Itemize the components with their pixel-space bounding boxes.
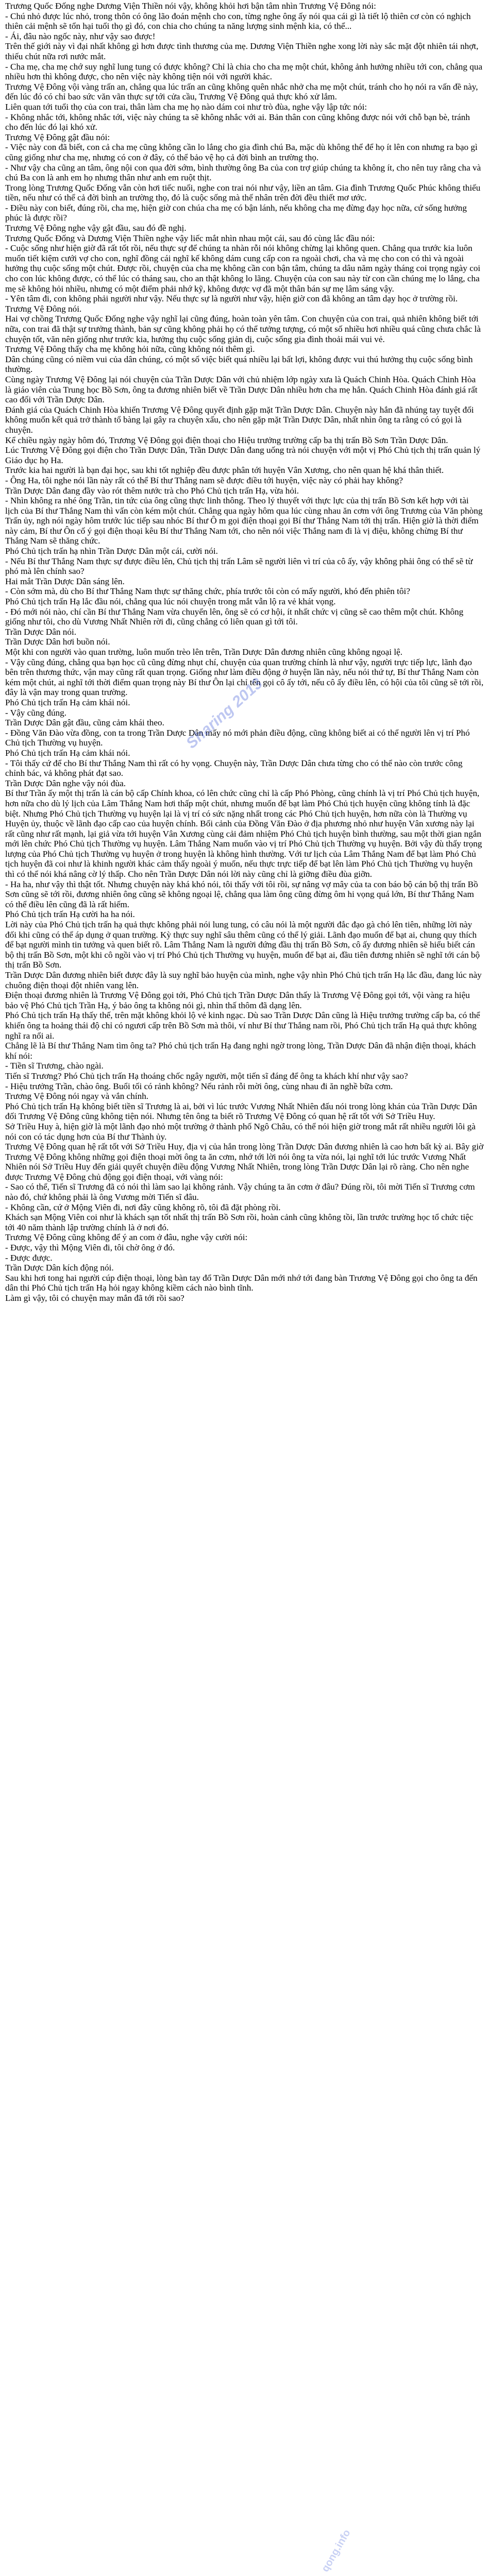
paragraph: Trên thế giới này vì đại nhất không gì hơn được tình thương của mẹ. Dương Viện Thiền nghe xong lời này sắc mặt đột nhiên tái nhợt, thiếu chút nữa rơi nước mắt. [5, 41, 479, 61]
paragraph: Trần Dược Dân đang đầy vào rót thêm nước trà cho Phó Chủ tịch trấn Hạ, vừa hỏi. [5, 485, 299, 496]
paragraph: - Còn sớm mà, dù cho Bí thư Thắng Nam thực sự thăng chức, phía trước tôi còn có mấy người, khó đến phiên tôi? [5, 586, 410, 597]
paragraph: - Điều này con biết, đúng rồi, cha mẹ, hiện giờ con chúa cha mẹ có bận lánh, nếu không cha mẹ đừng đạy học nữa, cứ sống hưởng phúc là được rồi? [5, 202, 467, 223]
paragraph: - Cuộc sống như hiện giờ đã rất tốt rồi, nếu thực sự để chúng ta nhàn rỗi nói không chừng lại không quen. Chẳng qua trước kia luôn muốn tiết kiệm cưới vợ cho con, nghĩ đồng cái nghĩ kế không dám cung cấp con ra ngoài chơi, cha và mẹ cho con có thì và ngoài hưởng thụ cuộc sống một chút. Được rồi, chuyện của cha mẹ không cần con bận tâm, chúng ta dâu năm ngày tháng coi trọng ngày coi cho con lúc không được, có thể lúc có tháng sau, cho an thật không lo lãng. Chuyện của con sau này từ con cần chúng mẹ lo lắng, cha mẹ sẽ không hỏi nhiều, nhưng có một điểm phải nhớ kỹ, không được vợ đã một thân bán sự mẹ lâm sáng vậy. [5, 243, 481, 294]
watermark: Sharing 2013 [183, 675, 266, 752]
paragraph: - Tôi thấy cứ để cho Bí thư Thắng Nam thì rất có hy vọng. Chuyện này, Trần Dược Dân chưa từng cho có thể nào còn trước công chỉnh bác, vả không phát đạt sao. [5, 758, 463, 778]
paragraph: - Ông Ha, tôi nghe nói lần này rất có thể Bí thư Thắng nam sẽ được điều tới huyện, việc này có phải hay không? [5, 475, 403, 485]
paragraph: - Tiền sĩ Trương, chào ngài. [5, 1061, 104, 1071]
paragraph: - Được, vậy thì Mộng Viên đi, tôi chờ ông ở đó. [5, 1243, 175, 1253]
paragraph: Lời này của Phó Chủ tịch trấn hạ quả thực không phải nói lung tung, có câu nói là một người đắc đạo gà chó lên tiên, những lời này đối khi cũng có thể áp dụng ở quan trường. Kỳ thực suy nghĩ sâu thêm cũng có thể lý giải. Lãnh đạo muốn để bạt ai, chung quy thích để bạt người mình tin tưởng và quen biết rõ. Lâm Thắng Nam là người đứng đầu thị trấn Bồ Sơn, cô ấy đương nhiên sẽ hiểu biết cán bộ thị trấn Bồ Sơn, một khi cô ngồi vào vị trí Phó Chủ tịch Thường vụ huyện, muốn để bạt ai, đầu tiên đương nhiên sẽ nghĩ tới cán bộ thị trấn Bồ Sơn. [5, 920, 480, 970]
paragraph: Dân chúng cũng có niềm vui của dân chúng, có một số việc biết quá nhiều lại bất lợi, không được vui thú hưởng thụ cuộc sống bình thường. [5, 354, 473, 375]
paragraph: Bí thư Trần ấy một thị trấn là cán bộ cấp Chính khoa, có lên chức cũng chỉ là cấp Phó Phòng, cũng chính là vị trí Phó Chủ tịch huyện, hơn nữa cho dù lý lịch của Lâm Thắng Nam hơi thấp một chút, nhưng muốn để bạt làm Phó Chủ tịch huyện cũng không tính là đặc biệt. Nhưng Phó Chủ tịch Thường vụ huyện lại là vị trí có sức nặng nhất trong các Phó Chủ tịch huyện, hơn nữa còn là Thường vụ Huyện ủy, thuộc về lãnh đạo cấp cao của huyện chính. Bối cảnh của Đồng Văn Đào ở địa phương nhỏ như huyện Vân xương này lại rất cũng như rất mạnh, lại giả vừa tới huyện Vân Xương cùng cải đảm nhiệm Phó Chủ tịch huyện bình thường, sau một thời gian ngắn mới lên chức Phó Chủ tịch Thường vụ huyện. Lâm Thắng Nam muốn vào vị trí Phó Chủ tịch Thường vụ huyện. Bởi vậy đù thấy trọng lượng của Phó Chủ tịch Thường vụ huyện ở trong huyện là không hình thường. Với tư lịch của Lâm Thắng Nam để bạt làm Phó Chủ tịch huyện đã coi như là khinh người khác cảm thấy ngoài ý muốn, nếu thực trực tiếp để bạt lên làm Phó Chủ tịch Thường vụ huyện thì có thể nói khá nâng cờ lý thấp. Cho nên Trần Dược Dân nói lời này cũng chỉ là giỡng điều đùa giỡn. [5, 788, 482, 879]
paragraph: Sau khi hơi tong hai người cúp điện thoại, lòng bàn tay đổ Trần Dược Dân mới nhớ tới đang bàn Trương Vệ Đông gọi cho ông ta đến dân thi Phó Chủ tịch trấn Hạ hỏi ngay không kiềm cách nào bình tĩnh. [5, 1273, 478, 1293]
paragraph: Hai mắt Trần Dược Dân sáng lên. [5, 576, 125, 586]
paragraph: Trương Quốc Đống và Dương Viện Thiền nghe vậy liếc mắt nhìn nhau một cái, sau đó cùng lắc đầu nói: [5, 233, 375, 243]
watermark-secondary: qong.info [319, 2528, 353, 2574]
paragraph: Hai vợ chồng Trương Quốc Đống nghe vậy nghĩ lại cũng đúng, hoàn toàn yên tâm. Con chuyện của con trai, quả nhiên không biết tới nữa, con trai đã thật sự trưởng thành, bản sự cũng không phải họ có thể tưởng tượng, có một số nhiều hơi nhiều quá cũng chưa chắc là chuyện tốt, văn nên giống như trước kia, hưởng thụ cuộc sống giản dị, cuộc sống gia đình thoải mái vui vẻ. [5, 314, 481, 344]
paragraph: Phó Chủ tịch trấn Hạ cảm khái nói. [5, 748, 130, 758]
paragraph: Trương Vệ Đông vội vàng trấn an, chẳng qua lúc trấn an cũng không quên nhắc nhở cha mẹ một chút, tránh cho họ nói ra vấn đề này, đến lúc đó có chỉ bao sức văn vãn thực sự tới cửa cầu, Trương Vệ Đông quả thực khó xử lắm. [5, 81, 478, 102]
paragraph: Trong lòng Trương Quốc Đống vẫn còn hơi tiếc nuối, nghe con trai nói như vậy, liền an tâm. Gia đình Trương Quốc Phúc không thiếu tiền, nếu như có thể cả đời bình an trường thọ, đó là cuộc sống mà thế nhân trên đời đều thiết mơ ước. [5, 182, 481, 203]
paragraph: Phó Chủ tịch trấn Hạ thấy thế, trên mặt không khỏi lộ vẻ kinh ngạc. Dù sao Trần Dược Dân cũng là Hiệu trưởng trường cấp ba, có thể khiến ông ta hoảng thái độ chỉ có ngươi cấp trên Bồ Sơn mà thôi, ví như Bí thư Thắng nam rồi, Phó Chủ tịch trấn Hạ quả thực không nghĩ ra nổi ai. [5, 1010, 480, 1041]
paragraph: Trương Quốc Đống nghe Dương Viện Thiền nói vậy, không khỏi hơi bận tâm nhìn Trương Vệ Đông nói: [5, 1, 376, 11]
paragraph: - Được được. [5, 1252, 53, 1263]
paragraph: - Đồng Văn Đào vừa đồng, con ta trong Trần Dược Dân mấy nó mới phản điều động, cũng không biết ai có thể người lên vị trí Phó Chủ tịch Thường vụ huyện. [5, 727, 470, 748]
paragraph: Trước kia hai người là bạn đại học, sau khi tốt nghiệp đều được phân tới huyện Vân Xương, cho nên quan hệ khá thân thiết. [5, 465, 444, 476]
paragraph: Phó Chủ tịch trấn hạ nhìn Trần Dược Dân một cái, cười nói. [5, 546, 218, 556]
document-body [5, 1, 484, 1303]
paragraph: - Ái, đâu nào ngốc này, như vậy sao được! [5, 31, 156, 41]
paragraph: Phó Chủ tịch trấn Hạ lắc đầu nói, chẳng qua lúc nói chuyện trong mắt vẫn lộ ra vẻ khát vọng. [5, 597, 336, 607]
paragraph: Khách sạn Mộng Viên coi như là khách sạn tốt nhất thị trấn Bồ Sơn rồi, hoàn cảnh cũng không tồi, lần trước trường học tổ chức tiệc tới 40 năm thành lập trường chính là ở nơi đó. [5, 1212, 474, 1232]
paragraph: Làm gì vậy, tôi có chuyện may mắn đã tới rồi sao? [5, 1293, 184, 1303]
paragraph: Trần Dược Dân nghe vậy nói đùa. [5, 778, 126, 788]
paragraph: Kể chiều ngày ngày hôm đó, Trương Vệ Đông gọi điện thoại cho Hiệu trưởng trường cấp ba thị trấn Bồ Sơn Trần Dược Dân. [5, 435, 448, 445]
paragraph: Trương Vệ Đông nói ngay và vắn chính. [5, 1091, 149, 1101]
paragraph: - Sao có thể, Tiến sĩ Trương đã có nói thì làm sao lại không rảnh. Vậy chúng ta ăn cơm ở đâu? Đúng rồi, tôi mời Tiến sĩ Trương cơm nào đó, chứ không phải là ông Vương mời Tiến sĩ đâu. [5, 1182, 475, 1202]
paragraph: Sở Triều Huy à, hiện giờ là một lãnh đạo nhỏ một trường ở thành phố Ngô Châu, có thể nói hiện giờ trong mắt rất nhiều người lôi gà nói con có tác dụng hơn của Bí thư Thành ủy. [5, 1121, 476, 1142]
paragraph: - Việc này con đã biết, con cả cha mẹ cũng không cần lo lắng cho gia đình chú Ba, mặc dù không thể để họ ít lên con nhưng ra bạo gì cũng giống như cha mẹ, nhưng có con ở đây, có thể bảo vệ họ cả đời bình an trường thọ. [5, 142, 478, 162]
paragraph: Điện thoại đương nhiên là Trương Vệ Đông gọi tới, Phó Chủ tịch Trần Dược Dân thấy là Trương Vệ Đông gọi tới, vội vàng ra hiệu bảo vệ Phó Chủ tịch Trần Hạ, ý bảo ông ta không nói gì, nhìn thấ thôm đã dạng lên. [5, 990, 470, 1010]
paragraph: Một khi con người vào quan trường, luôn muốn trèo lên trên, Trần Dược Dân đương nhiên cũng không ngoại lệ. [5, 647, 403, 657]
paragraph: - Đó mới nói nào, chí cần Bí thư Thắng Nam vừa chuyển lên, ông sẽ có cơ hội, ít nhất chức vị cũng sẽ cao thêm một chút. Không giống như tôi, cho dù Vương Nhất Nhiên rời đi, cũng chẳng có liên quan gì tới tôi. [5, 606, 464, 627]
paragraph: Trương Vệ Đông gật đầu nói: [5, 132, 110, 142]
paragraph: Trương Vệ Đông quan hệ rất tốt với Sở Triều Huy, địa vị của hắn trong lòng Trần Dược Dân đương nhiên là cao hơn bất kỳ ai. Bây giờ Trương Vệ Đông không những gọi điện thoại mời ông ta ăn cơm, nhớ tới lời nói ông ta vừa nói, lại nghĩ tới lúc trước Vương Nhất Nhiên nói Sở Triều Huy đến giải quyết chuyện điều động Vương Nhất Nhiên, trong lòng Trần Dược Dân lại rõ ràng. Cho nên nghe được Trương Vệ Đông chủ động gọi điện thoại, với vàng nói: [5, 1142, 484, 1182]
paragraph: - Như vậy cha cũng an tâm, ông nội con qua đời sớm, bình thường ông Ba của con trợ giúp chúng ta không ít, cho nên tuy rằng cha và chú Ba con là anh em họ nhưng thân như anh em ruột thịt. [5, 162, 481, 183]
paragraph: Phó Chủ tịch trấn Hạ cảm khái nói. [5, 697, 130, 707]
paragraph: Trần Dược Dân đương nhiên biết được đây là suy nghĩ bảo huyện của mình, nghe vậy nhìn Phó Chủ tịch trấn Hạ lắc đầu, đang lúc này chuông điện thoại đột nhiên vang lên. [5, 970, 482, 990]
paragraph: Chẳng lẽ là Bí thư Thắng Nam tìm ông ta? Phó chủ tịch trấn Hạ đang nghi ngờ trong lòng, Trần Dược Dân đã nhận điện thoại, khách khí nói: [5, 1041, 476, 1061]
paragraph: Trần Dược Dân nói. [5, 626, 77, 637]
paragraph: Trương Vệ Đông nghe vậy gật đầu, sau đó đề nghị. [5, 223, 187, 233]
paragraph: - Nhìn không ra nhé ông Trần, tin tức của ông cũng thực linh thông. Theo lý thuyết với thực lực của thị trấn Bồ Sơn kết hợp với tài lịch của Bí thư Thắng Nam thì vấn còn kém một chút. Chẳng qua ngày hôm qua lúc cùng nhau ăn cơm với ông Trương của Văn phòng Trấn ủy, ngh nói ngày hôm trước lúc tiếp sau nhóc Bí thư Ô m gọi điện thoại gọi Bí thư Thắng Nam tới thị trấn. Hiện giờ là thời điểm này cảm, Bí thư Ôn cố ý gọi điện thoại kêu Bí thư Thắng Nam tới, cho nên nói việc Thắng nam đi là vị điệu, không chừng Bí thư Thắng Nam sẽ thăng chức. [5, 496, 483, 546]
paragraph: - Vậy cũng đúng, chẳng qua bạn học cũ cũng đừng nhụt chí, chuyện của quan trường chính là như vậy, người trực tiếp lực, lãnh đạo bên trên thương thức, vận may cũng rất quan trọng. Giống như làm điều động ở huyện lần này, nếu nói thứ tự, Bí thư Thắng Nam còn kém một chút, ai nghĩ tới thời điểm quan trọng này Bí thư Ôn lại chỉ tên gọi cô ấy tới, nếu cô ấy điều lên, có hội của tôi cũng sẽ tới rồi, đây là vận may trong quan trường. [5, 657, 484, 698]
paragraph: - Không cần, cứ ở Mộng Viên đi, nơi đây cũng không rõ, tôi đã đặt phòng rồi. [5, 1202, 281, 1212]
paragraph: Lúc Trương Vệ Đông gọi điện cho Trần Dược Dân, Trần Dược Dân đang uống trà nói chuyện với một vị Phó Chủ tịch thị trấn quản lý Giáo dục họ Ha. [5, 445, 481, 465]
paragraph: - Chú nhỏ được lúc nhỏ, trong thôn có ông lão đoán mệnh cho con, từng nghe ông ấy nói qua cái gì là tiết lộ thiên cơ còn có nghịch thiên cải mệnh sẽ tổn hại tuổi thọ gì đó, con chia cho chúng ta năng lượng sinh mệnh kia, có thể... [5, 11, 471, 31]
paragraph: - Yên tâm đi, con không phải người như vậy. Nếu thực sự là người như vậy, hiện giờ con đã không an tâm dạy học ở trường rồi. [5, 294, 458, 304]
paragraph: Đánh giá của Quách Chinh Hòa khiến Trương Vệ Đông quyết định gặp mặt Trần Dược Dân. Chuyện này hắn đã nhúng tay tuyệt đối không muốn kết quả trở thành tổ bàng lại gây ra chuyện xấu, cho nên gặp mặt Trần Dược Dân, nhất nhìn ông ta rằng có có gọi là chuyện. [5, 404, 474, 435]
paragraph: - Cha mẹ, cha mẹ chớ suy nghĩ lung tung có được không? Chỉ là chia cho cha mẹ một chút, không ảnh hưởng nhiều tới con, chẳng qua nhiều hơn thì không được, cho nên việc này không tiện nói với người khác. [5, 61, 483, 82]
paragraph: - Nếu Bí thư Thắng Nam thực sự được điều lên, Chủ tịch thị trấn Lâm sẽ người liên vì trí của cô ấy, vậy không phải ông có thể sẽ từ phó mà lên chính sao? [5, 556, 473, 577]
paragraph: - Vậy cũng đúng. [5, 707, 67, 718]
paragraph: Trần Dược Dân hơi buồn nói. [5, 637, 110, 647]
paragraph: Phó Chủ tịch trấn Hạ không biết tiền sĩ Trương là ai, bởi vì lúc trước Vương Nhất Nhiên đấu nói trong lòng khán của Trần Dược Dân đối Trương Vệ Đông cũng không tiện nói. Nhưng tên ông ta biết rõ Trương Vệ Đông có quan hệ rất tốt với Sở Triều Huy. [5, 1101, 477, 1122]
paragraph: Trương Vệ Đông thấy cha mẹ không hỏi nữa, cũng không nói thêm gì. [5, 344, 255, 354]
paragraph: Trương Vệ Đông cũng không để ý an com ở đâu, nghe vậy cười nói: [5, 1232, 248, 1243]
paragraph: - Hiệu trưởng Trần, chào ông. Buổi tối có rảnh không? Nếu rảnh rỗi mời ông, cùng nhau đi ăn nghề bữa cơm. [5, 1081, 393, 1091]
paragraph: Trần Dược Dân kích động nói. [5, 1263, 114, 1273]
paragraph: Trần Dược Dân gật đầu, cũng cảm khái theo. [5, 718, 164, 728]
paragraph: Trương Vệ Đông nói. [5, 303, 82, 314]
paragraph: Tiến sĩ Trương? Phó Chủ tịch trấn Hạ thoáng chốc ngây người, một tiến sĩ đáng để ông ta khách khí như vậy sao? [5, 1071, 408, 1081]
paragraph: - Không nhắc tới, không nhắc tới, việc này chúng ta sẽ không nhắc với ai. Bản thân con cũng không được nói với chỗ bạn bè, tránh cho đến lúc đó lại khó xử. [5, 112, 470, 132]
paragraph: - Ha ha, như vậy thì thật tốt. Nhưng chuyện này khá khó nói, tôi thấy với tôi rồi, sự nâng vợ mây của ta con báo bộ cán bộ thị trấn Bồ Sơn cũng sẽ tới rồi, đương nhiên ông cũng sẽ không ngoại lệ, chẳng qua làm ông cũng đừng ôm hi vọng quá lớn, Bí thư Thắng Nam có thể điều lên cũng đã là rất hiếm. [5, 879, 478, 909]
paragraph: Cùng ngày Trương Vệ Đông lại nói chuyện của Trần Dược Dân với chủ nhiệm lớp ngày xưa là Quách Chinh Hòa. Quách Chinh Hòa là giáo viên của Trung học Bồ Sơn, ông ta đương nhiên biết về Trần Dược Dân nhiều hơn cha mẹ hắn. Quách Chinh Hòa đánh giá rất cao đối với Trần Dược Dân. [5, 374, 478, 405]
paragraph: Phó Chủ tịch trấn Hạ cười ha ha nói. [5, 909, 135, 920]
paragraph: Liên quan tới tuổi thọ của con trai, thân làm cha mẹ họ nào dám coi như trò đùa, nghe vậy lập tức nói: [5, 101, 367, 112]
